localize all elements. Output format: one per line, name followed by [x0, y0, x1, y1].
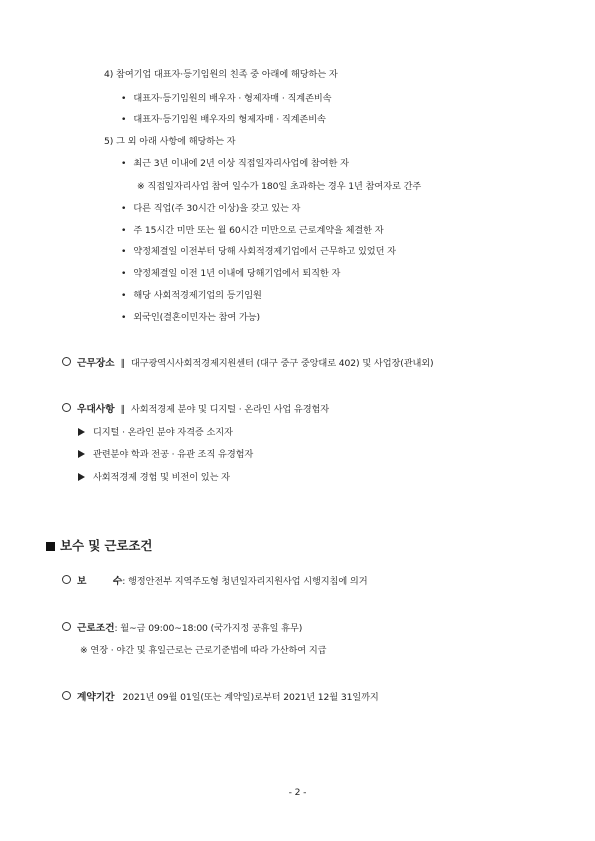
- section5-note: ※ 직접일자리사업 참여 일수가 180일 초과하는 경우 1년 참여자로 간주: [137, 181, 422, 192]
- circle-icon: [62, 575, 71, 584]
- section4-heading: 4) 참여기업 대표자·등기임원의 친족 중 아래에 해당하는 자: [104, 69, 338, 80]
- pay-row: [62, 575, 367, 588]
- bullet-icon: •: [121, 225, 127, 236]
- bullet-icon: •: [121, 114, 127, 125]
- bullet-icon: •: [121, 312, 127, 323]
- circle-icon: [62, 622, 71, 631]
- hours-row: [62, 622, 302, 635]
- hours-note: ※ 연장 · 야간 및 휴일근로는 근로기준법에 따라 가산하여 지급: [80, 645, 327, 656]
- preference-label: 우대사항: [77, 404, 115, 415]
- bullet-icon: •: [121, 203, 127, 214]
- hours-label: 근로조건: [77, 623, 115, 634]
- preference-item: 관련분야 학과 전공 · 유관 조직 유경험자: [78, 449, 253, 461]
- bullet-icon: •: [121, 93, 127, 104]
- hours-value: : 월~금 09:00~18:00 (국가지정 공휴일 휴무): [114, 623, 303, 634]
- list-item: • 약정체결일 이전 1년 이내에 당해기업에서 퇴직한 자: [121, 268, 341, 279]
- triangle-bullet-icon: [78, 428, 85, 436]
- separator-icon: ∥: [120, 358, 125, 369]
- separator-icon: ∥: [120, 404, 125, 415]
- list-item: • 최근 3년 이내에 2년 이상 직접일자리사업에 참여한 자: [121, 158, 349, 169]
- pay-value: : 행정안전부 지역주도형 청년일자리지원사업 시행지침에 의거: [122, 576, 368, 587]
- preference-item: 디지털 · 온라인 분야 자격증 소지자: [78, 427, 233, 439]
- contract-value: 2021년 09월 01일(또는 계약일)로부터 2021년 12월 31일까지: [122, 692, 379, 703]
- list-item: • 주 15시간 미만 또는 월 60시간 미만으로 근로계약을 체결한 자: [121, 225, 384, 236]
- list-item: • 약정체결일 이전부터 당해 사회적경제기업에서 근무하고 있었던 자: [121, 246, 396, 257]
- bullet-icon: •: [121, 158, 127, 169]
- contract-label: 계약기간: [77, 692, 115, 703]
- section5-heading: 5) 그 외 아래 사항에 해당하는 자: [104, 136, 236, 147]
- list-item: • 외국인(결혼이민자는 참여 가능): [121, 312, 261, 323]
- circle-icon: [62, 357, 71, 366]
- section-title: 보수 및 근로조건: [46, 538, 152, 554]
- bullet-icon: •: [121, 268, 127, 279]
- square-bullet-icon: [46, 542, 55, 551]
- circle-icon: [62, 403, 71, 412]
- triangle-bullet-icon: [78, 473, 85, 481]
- contract-row: [62, 691, 379, 704]
- preference-item: 사회적경제 경험 및 비전이 있는 자: [78, 472, 230, 484]
- triangle-bullet-icon: [78, 450, 85, 458]
- workplace-label: 근무장소: [77, 358, 115, 369]
- bullet-icon: •: [121, 246, 127, 257]
- pay-label: 보 수: [77, 576, 123, 587]
- page-number: - 2 -: [288, 787, 307, 798]
- preference-row: [62, 403, 329, 416]
- bullet-icon: •: [121, 290, 127, 301]
- workplace-row: [62, 357, 434, 370]
- list-item: • 대표자·등기임원의 배우자 · 형제자매 · 직계존비속: [121, 93, 332, 104]
- preference-value: 사회적경제 분야 및 디지털 · 온라인 사업 유경험자: [130, 404, 330, 415]
- list-item: • 해당 사회적경제기업의 등기임원: [121, 290, 262, 301]
- circle-icon: [62, 691, 71, 700]
- list-item: • 다른 직업(주 30시간 이상)을 갖고 있는 자: [121, 203, 301, 214]
- list-item: • 대표자·등기임원 배우자의 형제자매 · 직계존비속: [121, 114, 326, 125]
- workplace-value: 대구광역시사회적경제지원센터 (대구 중구 중앙대로 402) 및 사업장(관내외): [130, 358, 434, 369]
